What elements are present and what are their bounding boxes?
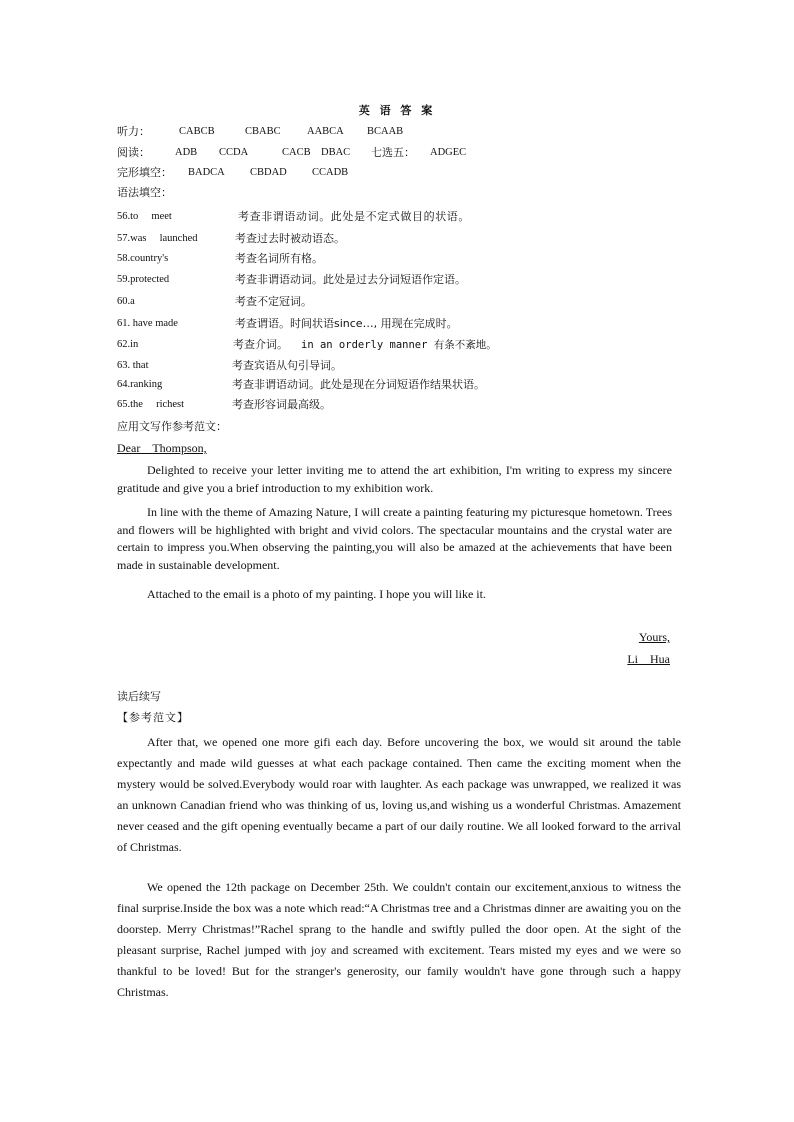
listening-group: CBABC <box>245 126 281 137</box>
reading-group: CACB <box>282 147 311 158</box>
listening-group: CABCB <box>179 126 215 137</box>
reference-label: 【参考范文】 <box>117 711 189 724</box>
grammar-note: 考查非谓语动词。此处是不定式做目的状语。 <box>238 210 470 223</box>
grammar-answer: 65.the richest <box>117 399 185 410</box>
reading-label: 阅读： <box>117 146 150 159</box>
grammar-note: 考查形容词最高级。 <box>232 398 331 411</box>
grammar-note: 考查名词所有格。 <box>235 252 323 265</box>
grammar-answer: 57.was launched <box>117 233 198 244</box>
grammar-note: 考查非谓语动词。此处是现在分词短语作结果状语。 <box>232 378 485 391</box>
writing-label: 应用文写作参考范文： <box>117 420 227 433</box>
grammar-answer: 63. that <box>117 360 149 371</box>
continuation-paragraph: After that, we opened one more gifi each day. Before uncovering the box, we would sit around the table expectantly and made wild guesses at what each package contained. Then came the exciting moment when the mystery would be solved.Everybody would roar with laughter. As each package was unwrapped, we realized it was an unknown Canadian friend who was thinking of us, loving us,and wishing us a wonderful Christmas. Amazement never ceased and the gift opening eventually became a part of our daily routine. We all looked forward to the arrival of Christmas. <box>117 735 681 854</box>
grammar-answer: 61. have made <box>117 318 178 329</box>
cloze-label: 完形填空： <box>117 166 172 179</box>
seven-choose-five-label: 七选五： <box>371 146 415 159</box>
grammar-note: 考查谓语。时间状语since…, 用现在完成时。 <box>235 317 458 330</box>
writing-paragraph: Delighted to receive your letter inviting me to attend the art exhibition, I'm writing to express my sincere gratitude and give you a brief introduction to my exhibition work. <box>117 463 672 495</box>
grammar-answer: 60.a <box>117 296 135 307</box>
grammar-answer: 64.ranking <box>117 379 163 390</box>
cloze-group: BADCA <box>188 167 225 178</box>
cloze-group: CCADB <box>312 167 349 178</box>
grammar-note: 考查非谓语动词。此处是过去分词短语作定语。 <box>235 273 466 286</box>
listening-group: BCAAB <box>367 126 404 137</box>
grammar-note-detail: in an orderly manner 有条不紊地。 <box>301 339 497 351</box>
listening-label: 听力： <box>117 125 150 138</box>
grammar-note: 考查过去时被动语态。 <box>235 232 345 245</box>
signature-name: Li Hua <box>627 652 670 666</box>
writing-paragraph: In line with the theme of Amazing Nature, I will create a painting featuring my picturesque hometown. Trees and flowers will be highlighted with bright and vivid colors. The spectacular mountains and the crystal water are certain to impress you.When observing the painting,you will also be amazed at the achievements that have been made in sustainable development. <box>117 505 672 572</box>
salutation: Dear Thompson, <box>117 441 207 455</box>
seven-choose-five-answers: ADGEC <box>430 147 467 158</box>
continuation-paragraph: We opened the 12th package on December 25th. We couldn't contain our excitement,anxious to witness the final surprise.Inside the box was a note which read:“A Christmas tree and a Christmas dinner are awaiting you on the doorstep. Merry Christmas!”Rachel sprang to the handle and swiftly pulled the door open. At the sight of the pleasant surprise, Rachel jumped with joy and screamed with excitement. Tears misted my eyes and we were so thankful to be loved! But for the stranger's generosity, our family wouldn't have gone through such a happy Christmas. <box>117 880 681 999</box>
cloze-group: CBDAD <box>250 167 287 178</box>
grammar-answer: 56.to meet <box>117 211 172 222</box>
writing-paragraph: Attached to the email is a photo of my painting. I hope you will like it. <box>147 587 486 601</box>
grammar-note: 考查介词。 <box>233 338 288 351</box>
reading-group: CCDA <box>219 147 249 158</box>
grammar-label: 语法填空： <box>117 186 172 199</box>
grammar-answer: 58.country's <box>117 253 169 264</box>
page-title: 英 语 答 案 <box>358 104 436 117</box>
closing: Yours, <box>638 630 670 644</box>
reading-group: ADB <box>175 147 198 158</box>
continuation-label: 读后续写 <box>117 690 161 703</box>
grammar-note: 考查宾语从句引导词。 <box>232 359 342 372</box>
grammar-note: 考查不定冠词。 <box>235 295 312 308</box>
listening-group: AABCA <box>307 126 344 137</box>
grammar-answer: 62.in <box>117 339 139 350</box>
reading-group: DBAC <box>321 147 351 158</box>
grammar-answer: 59.protected <box>117 274 170 285</box>
